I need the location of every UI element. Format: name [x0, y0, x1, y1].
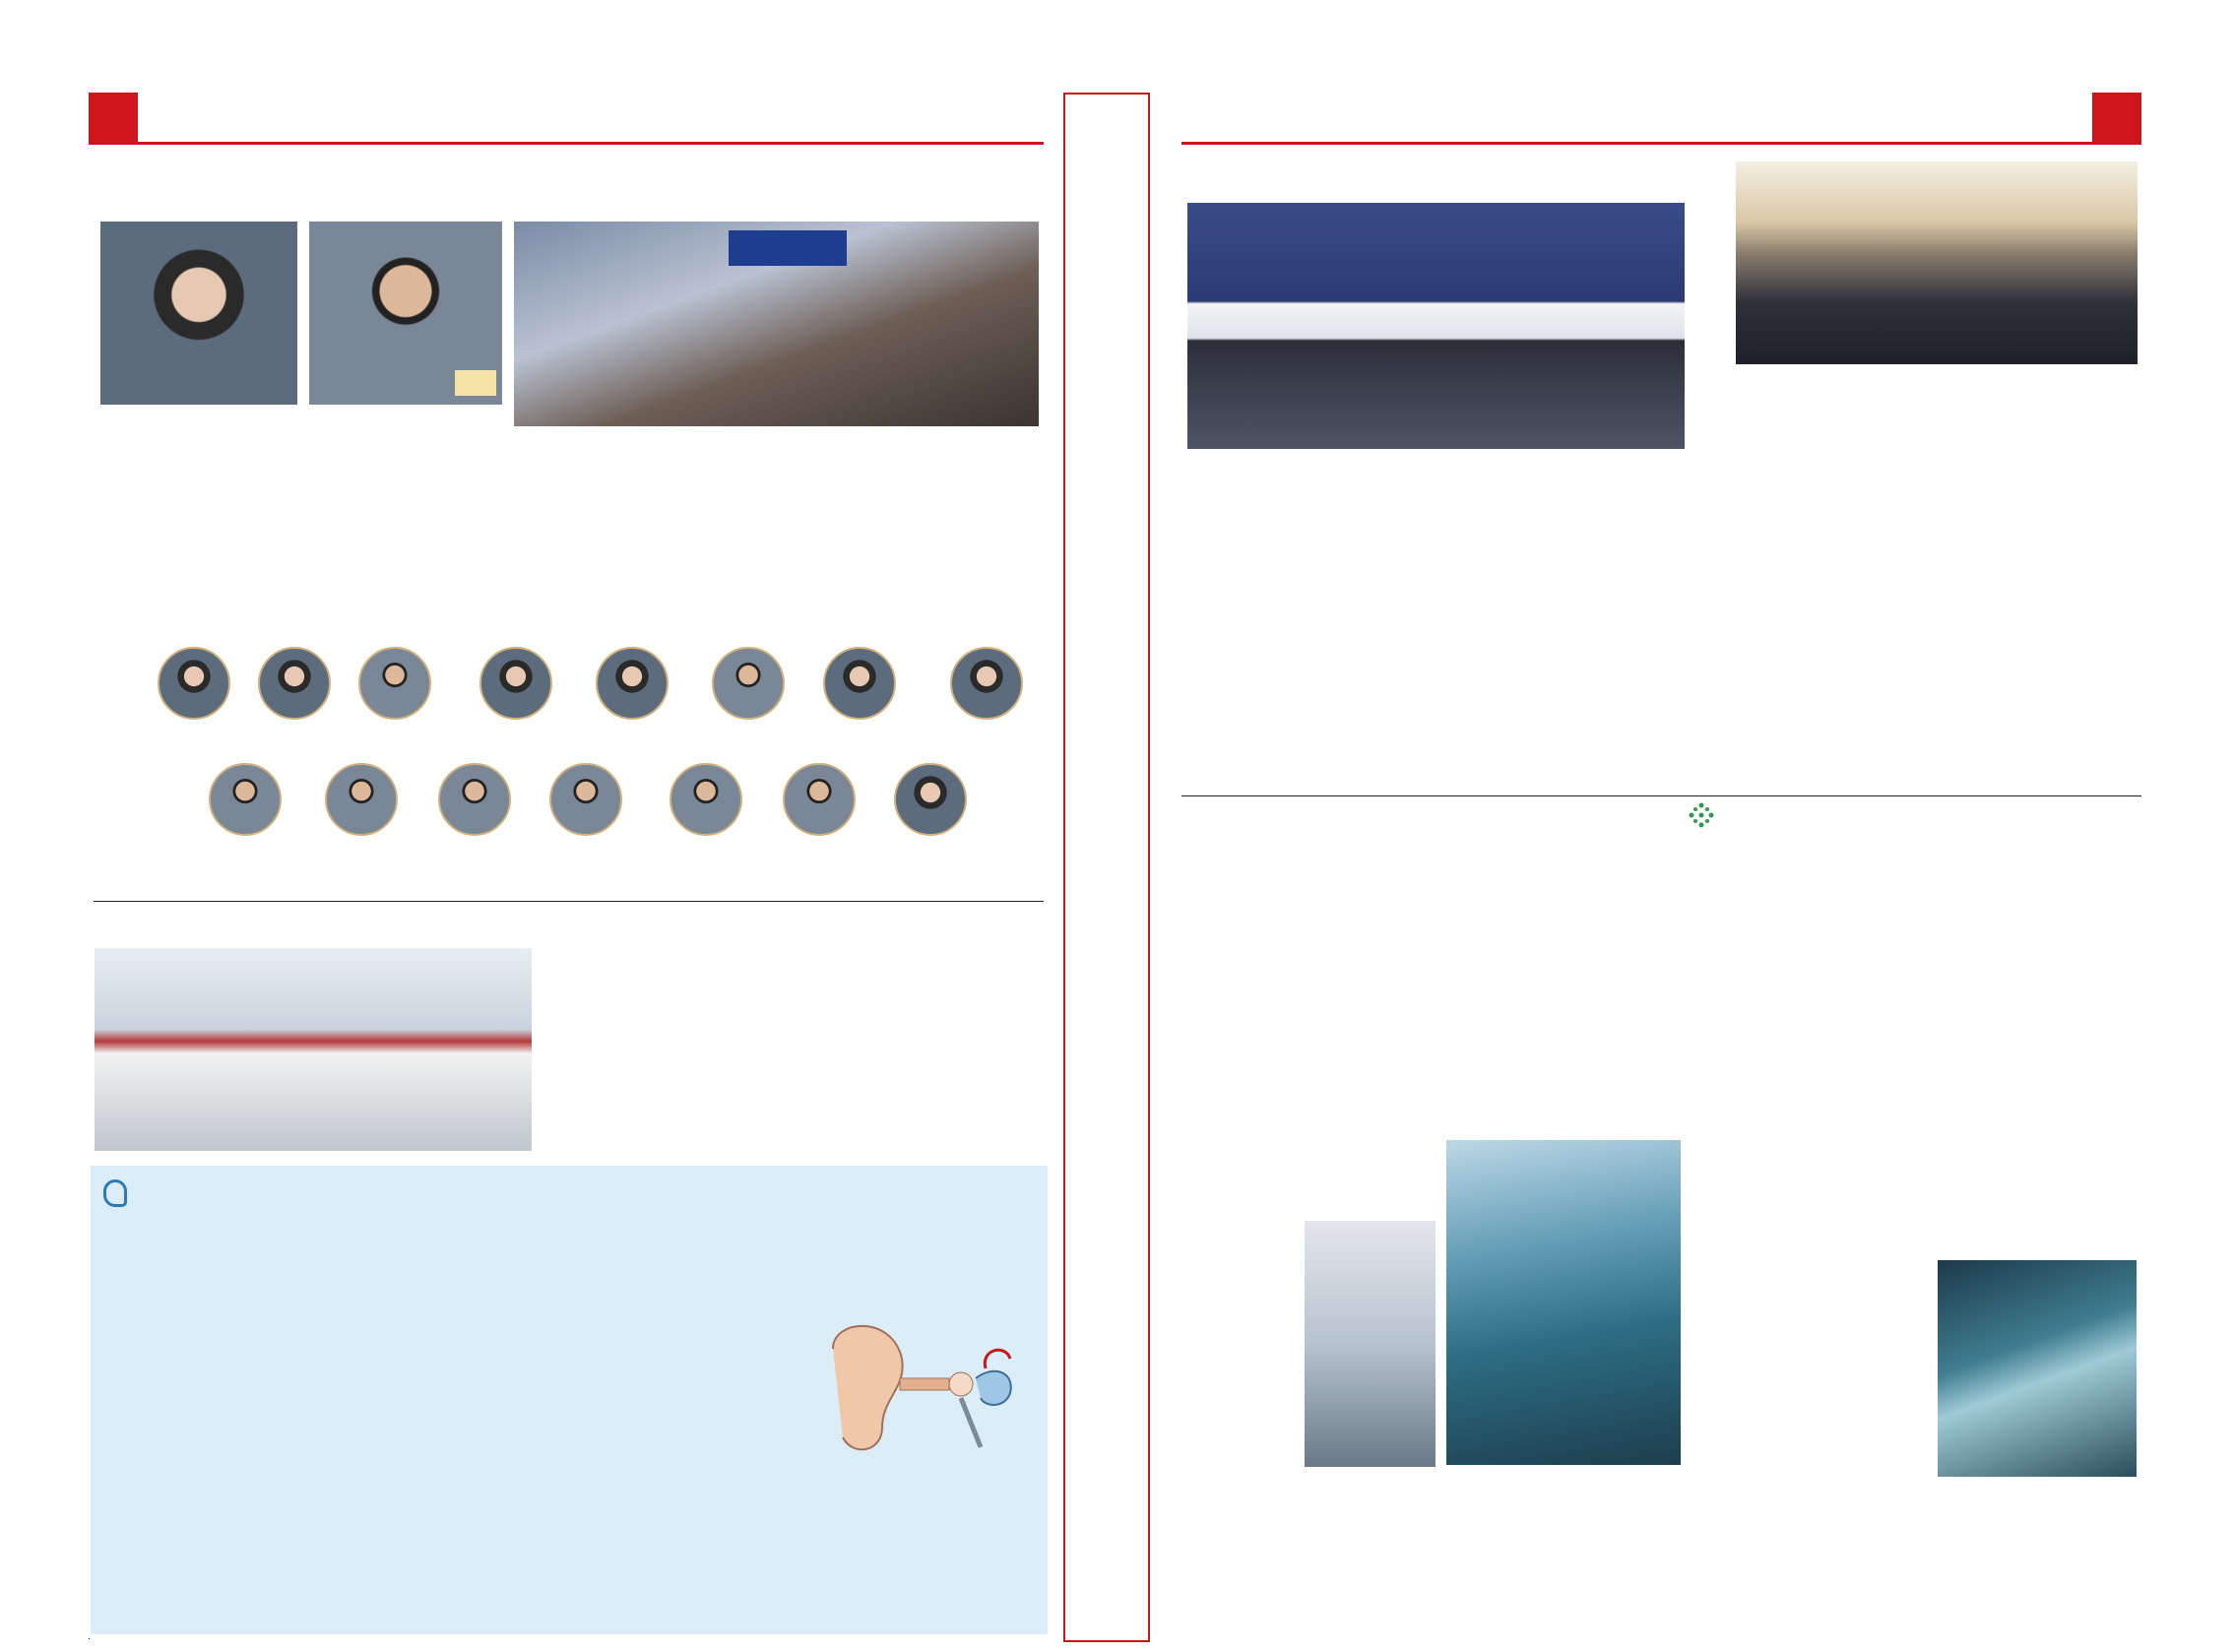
article-party-review-body [100, 445, 1036, 593]
ear-diseases-text [335, 1205, 567, 1302]
portrait [325, 763, 398, 836]
portrait [258, 647, 331, 720]
portrait [596, 647, 669, 720]
page-number-badge [2092, 93, 2141, 142]
ear-hearing-text [335, 1321, 567, 1487]
ear-anatomy-illustration [813, 1309, 1038, 1467]
spacer [89, 1638, 90, 1639]
section-divider [1181, 795, 2141, 796]
page-number-badge [89, 93, 138, 142]
portrait [823, 647, 896, 720]
airway-rescue-photo [1305, 1221, 1436, 1467]
portrait [438, 763, 511, 836]
header-rule [89, 142, 1044, 145]
portrait [158, 647, 230, 720]
portrait [950, 647, 1023, 720]
ear-intro [146, 1213, 318, 1298]
spacer [91, 1648, 92, 1649]
spine-frame [1063, 93, 1150, 1642]
article-airway-body [1196, 858, 1433, 1221]
speaker-photo-woman [100, 222, 297, 405]
cervical-surgery-photo [1446, 1140, 1681, 1465]
article-venous-forum-body [1736, 372, 2138, 766]
portrait [358, 647, 431, 720]
portrait [549, 763, 622, 836]
ear-closing-text [813, 1187, 1038, 1276]
ear-protect-text [335, 1508, 567, 1622]
article-airway-body-cont [1196, 1227, 1299, 1459]
service-center-photo [95, 948, 532, 1151]
ear-treatment-text [579, 1396, 800, 1622]
portrait [479, 647, 552, 720]
neuromod-group-photo [1187, 203, 1685, 449]
portrait [783, 763, 856, 836]
article-neuromod-body [1187, 459, 1685, 774]
nameplate [455, 370, 496, 396]
ear-anatomy-text [146, 1317, 318, 1622]
header-rule [1181, 142, 2141, 145]
article-cervical-body [1446, 858, 1683, 1130]
section-divider [94, 901, 1044, 902]
ornament-icon [1688, 801, 1715, 829]
portrait [670, 763, 742, 836]
portrait [894, 763, 967, 836]
ear-protect-tips [579, 1187, 800, 1374]
article-service-center-body [542, 948, 1039, 1143]
portrait [712, 647, 785, 720]
venous-forum-photo [1736, 161, 2138, 364]
meeting-screen-text [729, 230, 847, 266]
alzheimer-surgery-photo [1938, 1260, 2137, 1477]
portrait [209, 763, 282, 836]
ear-icon [103, 1179, 127, 1207]
